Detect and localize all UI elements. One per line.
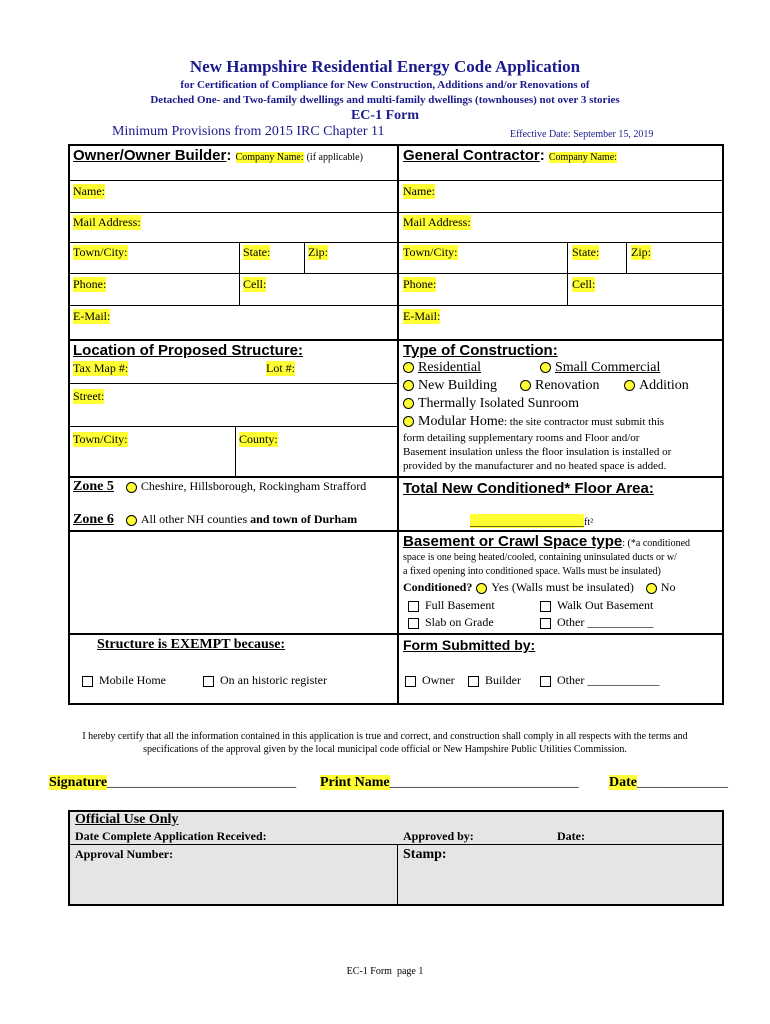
submitted-builder-option[interactable]: Builder [468, 673, 521, 688]
date-received-label: Date Complete Application Received: [75, 829, 267, 843]
construction-heading: Type of Construction: [403, 342, 558, 359]
basement-other-option[interactable]: Other ___________ [540, 615, 653, 630]
contractor-cell-label: Cell: [572, 277, 596, 291]
owner-heading: Owner/Owner Builder [73, 147, 227, 164]
walkout-checkbox-icon[interactable] [540, 601, 551, 612]
contractor-email-label: E-Mail: [403, 309, 441, 323]
historic-option[interactable]: On an historic register [203, 673, 327, 688]
basement-heading-row: Basement or Crawl Space type: (*a conditioned [403, 533, 691, 550]
owner-email-label: E-Mail: [73, 309, 111, 323]
contractor-phone-label: Phone: [403, 277, 437, 291]
renovation-radio-icon[interactable] [520, 380, 531, 391]
form-subtitle-2: Detached One- and Two-family dwellings and multi-family dwellings (townhouses) not over 3 stories [150, 94, 620, 106]
basement-other-checkbox-icon[interactable] [540, 618, 551, 629]
residential-radio-icon[interactable] [403, 362, 414, 373]
walkout-option[interactable]: Walk Out Basement [540, 598, 653, 613]
page-footer: EC-1 Form page 1 [346, 966, 424, 977]
approved-by-label: Approved by: [403, 829, 474, 843]
historic-checkbox-icon[interactable] [203, 676, 214, 687]
contractor-state-label: State: [572, 245, 600, 259]
zone5-row[interactable]: Zone 5 Cheshire, Hillsborough, Rockingham Strafford [73, 479, 367, 494]
county-label: County: [239, 432, 278, 446]
mobile-home-option[interactable]: Mobile Home [82, 673, 166, 688]
small-commercial-option[interactable]: Small Commercial [540, 360, 660, 376]
full-basement-option[interactable]: Full Basement [408, 598, 495, 613]
modular-option[interactable]: Modular Home: the site contractor must submit this [403, 414, 664, 430]
conditioned-no-radio-icon[interactable] [646, 583, 657, 594]
small-commercial-radio-icon[interactable] [540, 362, 551, 373]
submitted-owner-option[interactable]: Owner [405, 673, 455, 688]
signature-row[interactable] [49, 775, 296, 791]
contractor-heading: General Contractor [403, 147, 540, 164]
stamp-label: Stamp: [403, 847, 447, 862]
zone6-radio-icon[interactable] [126, 515, 137, 526]
submitted-owner-checkbox-icon[interactable] [405, 676, 416, 687]
date-line[interactable]: _____________ [637, 775, 728, 790]
contractor-zip-label: Zip: [631, 245, 651, 259]
slab-option[interactable]: Slab on Grade [408, 615, 494, 630]
zone6-row[interactable]: Zone 6 All other NH counties and town of Durham [73, 512, 358, 527]
center-divider [397, 144, 399, 705]
owner-company-note: (if applicable) [306, 152, 363, 163]
new-building-radio-icon[interactable] [403, 380, 414, 391]
zone6-label: Zone 6 [73, 512, 114, 527]
approval-number-label: Approval Number: [75, 847, 174, 861]
addition-radio-icon[interactable] [624, 380, 635, 391]
date-row[interactable] [609, 775, 728, 791]
new-building-option[interactable]: New Building [403, 378, 497, 394]
provisions: Minimum Provisions from 2015 IRC Chapter 11 [112, 124, 385, 139]
effective-date: Effective Date: September 15, 2019 [510, 129, 654, 140]
modular-note-4: provided by the manufacturer and no heated space is added. [403, 460, 667, 472]
lot-label: Lot #: [266, 361, 295, 375]
owner-town-label: Town/City: [73, 245, 128, 259]
tax-map-label: Tax Map #: [73, 361, 129, 375]
contractor-town-label: Town/City: [403, 245, 458, 259]
certify-line-2: specifications of the approval given by the local municipal code official or New Hampshire Public Utilities Commission. [143, 744, 627, 755]
contractor-name-label: Name: [403, 184, 435, 198]
street-label: Street: [73, 389, 105, 403]
submitted-other-checkbox-icon[interactable] [540, 676, 551, 687]
date-label: Date [609, 775, 637, 790]
floor-area-heading: Total New Conditioned* Floor Area: [403, 480, 654, 497]
owner-cell-label: Cell: [243, 277, 267, 291]
submitted-builder-checkbox-icon[interactable] [468, 676, 479, 687]
contractor-mail-label: Mail Address: [403, 215, 471, 229]
conditioned-yes-radio-icon[interactable] [476, 583, 487, 594]
full-basement-checkbox-icon[interactable] [408, 601, 419, 612]
modular-radio-icon[interactable] [403, 416, 414, 427]
modular-note-2: form detailing supplementary rooms and Floor and/or [403, 432, 640, 444]
print-name-line[interactable]: ___________________________ [389, 775, 579, 790]
basement-heading: Basement or Crawl Space type [403, 533, 623, 550]
owner-zip-label: Zip: [308, 245, 328, 259]
modular-note-3: Basement insulation unless the floor insulation is installed or [403, 446, 672, 458]
location-town-label: Town/City: [73, 432, 128, 446]
mobile-home-checkbox-icon[interactable] [82, 676, 93, 687]
slab-checkbox-icon[interactable] [408, 618, 419, 629]
basement-note-c: a fixed opening into conditioned space. Walls must be insulated) [403, 566, 661, 577]
owner-phone-label: Phone: [73, 277, 107, 291]
sunroom-option[interactable]: Thermally Isolated Sunroom [403, 396, 579, 412]
addition-option[interactable]: Addition [624, 378, 689, 394]
zone5-radio-icon[interactable] [126, 482, 137, 493]
contractor-company-label: Company Name: [548, 152, 617, 163]
residential-option[interactable]: Residential [403, 360, 481, 376]
sunroom-radio-icon[interactable] [403, 398, 414, 409]
basement-note-b: space is one being heated/cooled, containing uninsulated ducts or w/ [403, 552, 677, 563]
owner-heading-row: Owner/Owner Builder: Company Name: (if applicable) [73, 147, 363, 164]
submitted-heading: Form Submitted by: [403, 637, 536, 653]
renovation-option[interactable]: Renovation [520, 378, 600, 394]
owner-name-label: Name: [73, 184, 105, 198]
form-subtitle-1: for Certification of Compliance for New Construction, Additions and/or Renovations of [180, 79, 590, 91]
submitted-other-option[interactable]: Other ____________ [540, 673, 659, 688]
exempt-heading: Structure is EXEMPT because: [97, 637, 286, 652]
contractor-heading-row: General Contractor: Company Name: [403, 147, 617, 164]
form-name: EC-1 Form [350, 108, 420, 123]
floor-area-field[interactable]: ___________________ft² [470, 514, 594, 528]
conditioned-row: Conditioned? Yes (Walls must be insulated) No [403, 580, 676, 594]
signature-label: Signature [49, 775, 108, 790]
certify-line-1: I hereby certify that all the information contained in this application is true and correct, and construction shall comply in all respects with the terms and [82, 731, 688, 742]
form-title: New Hampshire Residential Energy Code Application [189, 57, 581, 76]
owner-company-label: Company Name: [235, 152, 304, 163]
location-heading: Location of Proposed Structure: [73, 342, 304, 359]
official-heading: Official Use Only [75, 812, 179, 827]
zone5-label: Zone 5 [73, 479, 114, 494]
official-date-label: Date: [557, 829, 585, 843]
print-name-label: Print Name [320, 775, 390, 790]
owner-mail-label: Mail Address: [73, 215, 141, 229]
print-name-row[interactable] [320, 775, 579, 791]
signature-line[interactable]: ___________________________ [107, 775, 297, 790]
owner-state-label: State: [243, 245, 271, 259]
